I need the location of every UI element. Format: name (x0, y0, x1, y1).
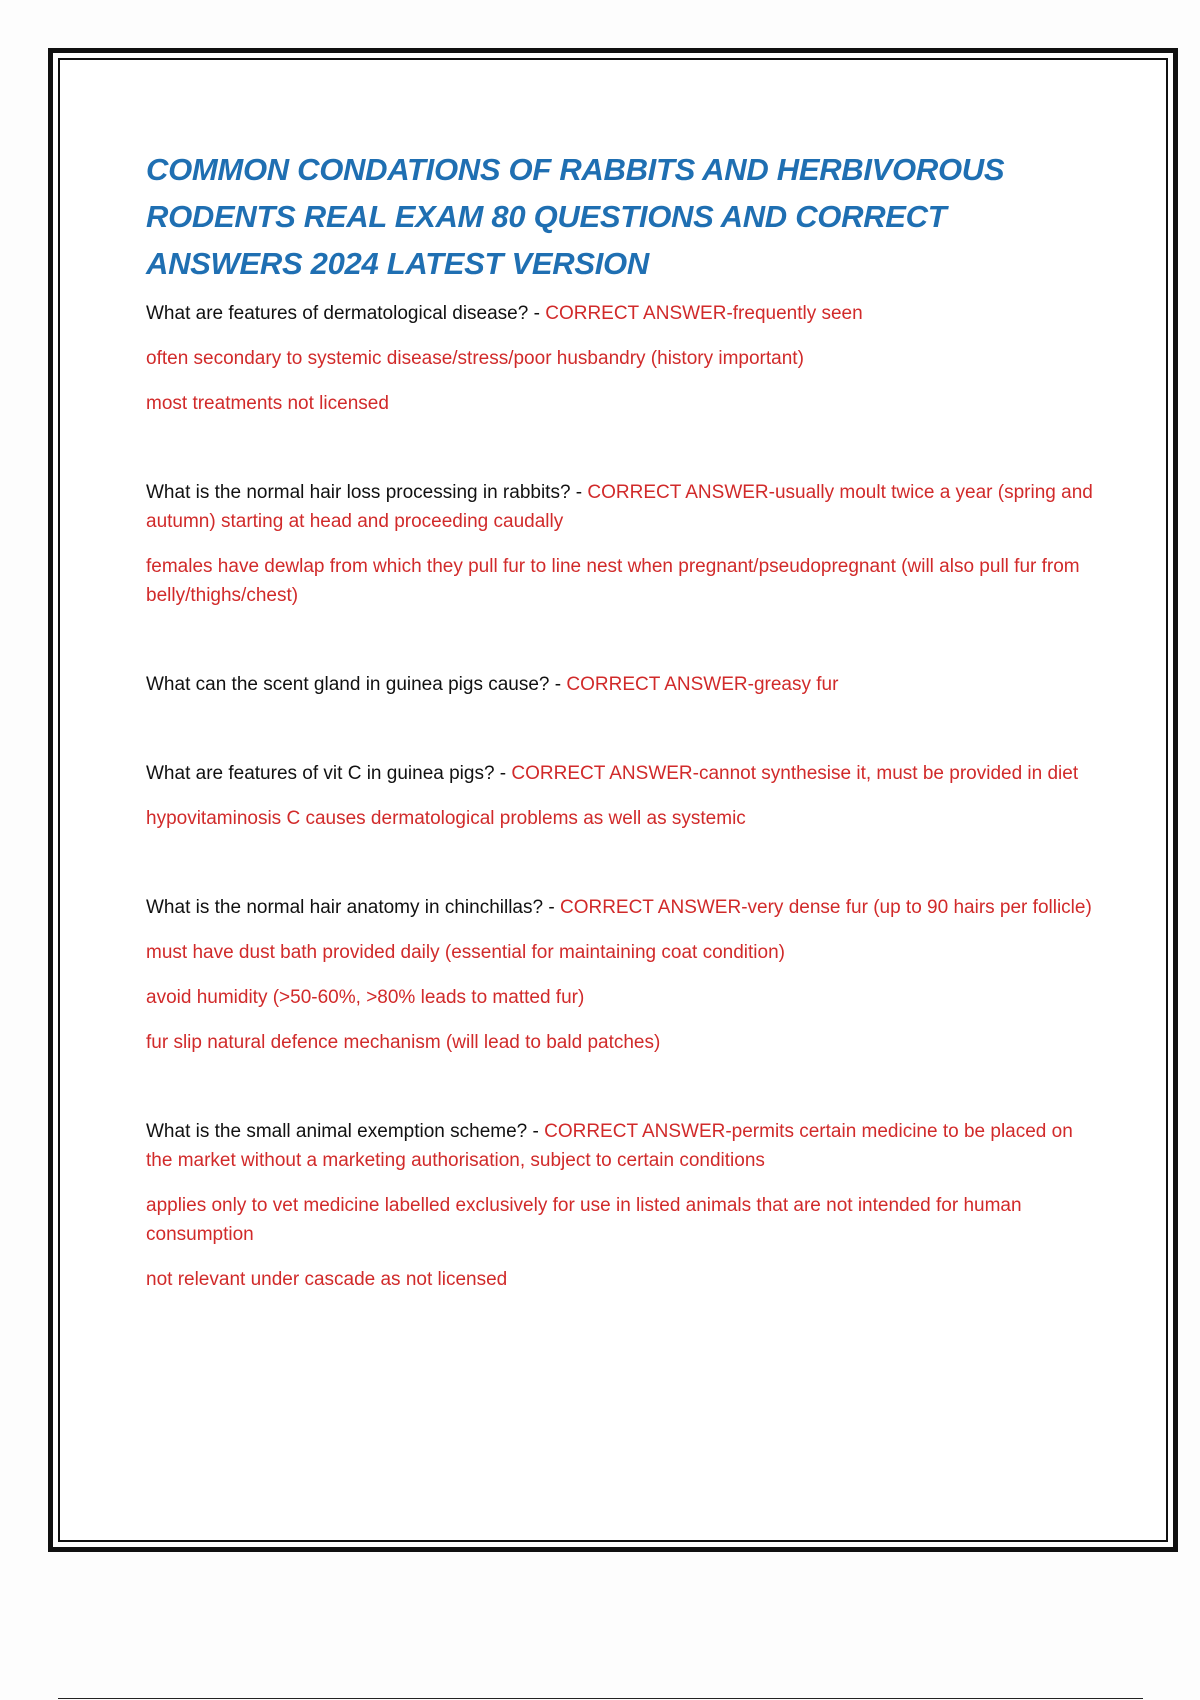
document-body (146, 146, 1096, 1310)
answer-line: often secondary to systemic disease/stress/poor husbandry (history important) (146, 348, 804, 369)
separator: - (528, 303, 546, 324)
qa-block (146, 893, 1096, 1057)
qa-line (146, 893, 1096, 922)
answer-text: CORRECT ANSWER-very dense fur (up to 90 hairs per follicle) (559, 897, 1092, 918)
answer-text: CORRECT ANSWER-cannot synthesise it, must be provided in diet (511, 763, 1079, 784)
footer-divider (58, 1698, 1143, 1699)
separator: - (543, 897, 560, 918)
separator: - (494, 763, 512, 784)
answer-line: avoid humidity (>50-60%, >80% leads to matted fur) (146, 987, 585, 1008)
answer-line: most treatments not licensed (146, 393, 389, 414)
question-text: What are features of dermatological disease? (146, 303, 529, 324)
qa-block (146, 670, 1096, 699)
answer-line: fur slip natural defence mechanism (will lead to bald patches) (146, 1032, 661, 1053)
qa-line (146, 759, 1096, 788)
answer-line: applies only to vet medicine labelled exclusively for use in listed animals that are not intended for human consumption (146, 1195, 1022, 1245)
question-text: What is the small animal exemption scheme? (146, 1121, 528, 1142)
qa-block (146, 759, 1096, 833)
qa-block (146, 299, 1096, 418)
answer-line: not relevant under cascade as not licensed (146, 1269, 508, 1290)
answer-text: CORRECT ANSWER-frequently seen (545, 303, 863, 324)
answer-text: CORRECT ANSWER-greasy fur (566, 674, 839, 695)
separator: - (527, 1121, 545, 1142)
question-text: What is the normal hair anatomy in chinchillas? (146, 897, 544, 918)
question-text: What is the normal hair loss processing in rabbits? (146, 482, 571, 503)
answer-line: hypovitaminosis C causes dermatological problems as well as systemic (146, 808, 746, 829)
question-text: What are features of vit C in guinea pigs? (146, 763, 495, 784)
answer-text: CORRECT ANSWER-permits certain medicine to be placed on the market without a marketing authorisation, subject to certain conditions (146, 1121, 1073, 1171)
qa-line (146, 1117, 1096, 1175)
answer-line: must have dust bath provided daily (essential for maintaining coat condition) (146, 942, 785, 963)
document-title: COMMON CONDATIONS OF RABBITS AND HERBIVOROUS RODENTS REAL EXAM 80 QUESTIONS AND CORRECT ANSWERS 2024 LATEST VERSION (146, 152, 1005, 281)
answer-line: females have dewlap from which they pull fur to line nest when pregnant/pseudopregnant (will also pull fur from belly/thighs/chest) (146, 556, 1080, 606)
qa-line (146, 299, 1096, 328)
question-text: What can the scent gland in guinea pigs cause? (146, 674, 550, 695)
qa-block (146, 478, 1096, 610)
answer-text: CORRECT ANSWER-usually moult twice a year (spring and autumn) starting at head and proceeding caudally (146, 482, 1093, 532)
qa-line (146, 670, 1096, 699)
separator: - (570, 482, 588, 503)
qa-block (146, 1117, 1096, 1294)
separator: - (549, 674, 567, 695)
qa-line (146, 478, 1096, 536)
